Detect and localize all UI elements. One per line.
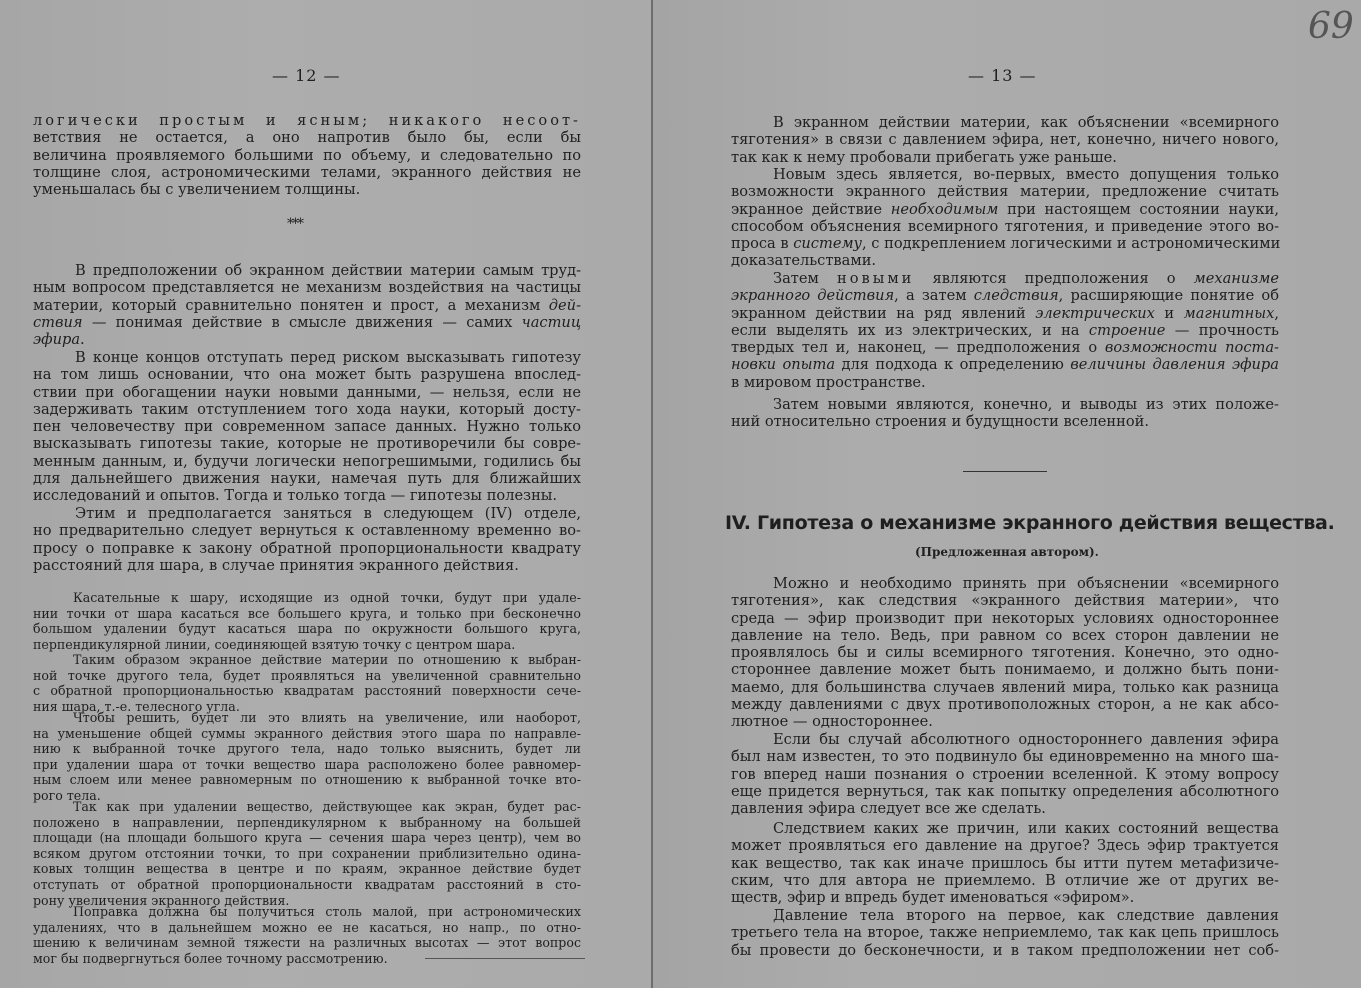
text-line: Давление тела второго на первое, как следствие давления [773, 907, 1279, 924]
text-run: , [1274, 304, 1279, 322]
text-line: положено в направлении, перпендикулярном к выбранному на большей [33, 814, 581, 830]
left-page [0, 0, 651, 988]
text-line: еще придется вернуться, так как попытку определения абсолютного [731, 782, 1279, 800]
text-line: Касательные к шару, исходящие из одной точки, будут при удале- [73, 590, 581, 605]
text-line: ковых толщин вещества в центре и по краям, экранное действие будет [33, 861, 581, 877]
handwritten-folio-number: 69 [1308, 6, 1354, 47]
italic-run: экранного действия [731, 287, 895, 305]
text-line [33, 297, 581, 314]
text-line [731, 235, 1279, 252]
text-line: ским, что для автора не приемлемо. В отличие же от других ве- [731, 871, 1279, 889]
text-line: на уменьшение общей суммы экранного действия этого шара по направле- [33, 725, 581, 741]
text-line: шению к величинам земной тяжести на различных высотах — этот вопрос [33, 935, 581, 951]
text-line: Чтобы решить, будет ли это влиять на увеличение, или наоборот, [73, 710, 581, 725]
text-line: стороннее давление может быть понимаемо, и должно быть пони- [731, 661, 1279, 679]
section-separator: *** [287, 216, 302, 232]
text-run: являются предположения о [914, 270, 1194, 287]
section-rule [963, 471, 1047, 472]
text-line: в мировом пространстве. [731, 373, 926, 391]
italic-run: необходимым [890, 200, 999, 218]
text-line: Новым здесь является, во-первых, вместо допущения только [773, 166, 1279, 183]
text-line: возможности экранного действия материи, предложение считать [731, 183, 1279, 201]
text-run: проса в [731, 235, 794, 253]
text-line: В предположении об экранном действии материи самым труд- [75, 262, 581, 279]
italic-run: эфира [33, 331, 81, 349]
text-run: . [80, 331, 85, 349]
text-run: , с подкреплением логическими и астрономическими [862, 235, 1281, 253]
text-line: просу о поправке к закону обратной пропорциональности квадрату [33, 539, 581, 557]
text-line: величина проявляемого большими по объему, и следовательно по [33, 146, 581, 164]
text-line: при удалении шара от точки вещество шара расположено более равномер- [33, 756, 581, 772]
text-line: менным данным, и, будучи логически непогрешимыми, годились бы [33, 452, 581, 470]
text-line: нии точки от шара касаться все большего круга, и только при бесконечно [33, 605, 581, 621]
text-line: так как к нему пробовали прибегать уже раньше. [731, 148, 1117, 166]
text-line: бы провести до бесконечности, и в таком предположении нет соб- [731, 941, 1279, 959]
text-run: материи, который сравнительно понятен и прост, а механизм [33, 296, 549, 314]
text-line: уменьшалась бы с увеличением толщины. [33, 181, 361, 199]
footnote [33, 590, 581, 652]
spaced-run: новыми [836, 270, 915, 287]
text-line: большом удалении будут касаться шара по окружности большого круга, [33, 621, 581, 637]
text-run: для подхода к определению [835, 356, 1071, 374]
text-line [731, 339, 1279, 356]
text-line: логически простым и ясным; никакого несоот- [33, 112, 581, 129]
text-line: тяготения», как следствия «экранного действия материи», что [731, 592, 1279, 610]
paragraph [731, 114, 1279, 166]
text-line: Так как при удалении вещество, действующее как экран, будет рас- [73, 799, 581, 814]
text-line: В экранном действии материи, как объяснении «всемирного [773, 114, 1279, 131]
text-line: нию к выбранной точке другого тела, надо только выяснить, будет ли [33, 741, 581, 757]
text-line: но предварительно следует вернуться к оставленному временно во- [33, 522, 581, 540]
italic-run: строение [1088, 321, 1166, 339]
text-line: Таким образом экранное действие материи по отношению к выбран- [73, 652, 581, 667]
text-line: Если бы случай абсолютного одностороннего давления эфира [773, 731, 1279, 748]
text-line: высказывать гипотезы такие, которые не противоречили бы совре- [33, 435, 581, 453]
text-line: удалениях, что в дальнейшем можно ее не касаться, но напр., по отно- [33, 919, 581, 935]
text-line: Поправка должна бы получиться столь малой, при астрономических [73, 904, 581, 919]
paragraph [731, 575, 1279, 731]
text-line: мог бы подвергнуться более точному рассмотрению. [33, 950, 388, 966]
text-line: ной точке другого тела, будет проявляться на увеличенной сравнительно [33, 667, 581, 683]
text-line: между давлениями с двух противоположных сторон, а не как абсо- [731, 696, 1279, 714]
italic-run: магнитных [1183, 304, 1275, 322]
paragraph-continued [33, 112, 581, 198]
section-subheading: (Предложенная автором). [915, 545, 1099, 559]
text-line: ществ, эфир и впредь будет именоваться «эфиром». [731, 889, 1135, 907]
text-line: задерживать таким отступлением того хода науки, который досту- [33, 400, 581, 418]
text-line: ния шара, т.-е. телесного угла. [33, 698, 240, 714]
text-run: твердых тел и, наконец, — предположения о [731, 339, 1105, 357]
text-line: ствии при обогащении науки новыми данными, — нельзя, если не [33, 383, 581, 401]
text-line: как вещество, так как иначе пришлось бы итти путем метафизиче- [731, 854, 1279, 872]
paragraph [731, 396, 1279, 431]
text-line: пен человечеству при современном запасе данных. Нужно только [33, 418, 581, 436]
text-line: перпендикулярной линии, соединяющей взятую точку с центром шара. [33, 636, 516, 652]
footnote [33, 652, 581, 714]
text-run: если выделять их из электрических, и на [731, 321, 1089, 339]
italic-run: следствия [973, 287, 1059, 305]
text-line [731, 356, 1279, 373]
paragraph [731, 907, 1279, 959]
text-line: среда — эфир производит при некоторых условиях одностороннее [731, 609, 1279, 627]
italic-run: ствия [33, 313, 83, 331]
text-line: Следствием каких же причин, или каких состояний вещества [773, 820, 1279, 837]
text-line: для дальнейшего движения науки, намечая путь для ближайших [33, 470, 581, 488]
italic-run: систему [793, 235, 863, 253]
text-line: ний относительно строения и будущности вселенной. [731, 413, 1150, 431]
text-line: Можно и необходимо принять при объяснении «всемирного [773, 575, 1279, 592]
text-line: расстояний для шара, в случае принятия экранного действия. [33, 556, 519, 574]
paragraph [33, 505, 581, 574]
text-line [33, 331, 581, 348]
text-line: доказательствами. [731, 252, 877, 270]
italic-run: дей- [548, 296, 581, 314]
text-line: ветствия не остается, а оно напротив было бы, если бы [33, 129, 581, 147]
italic-run: возможности поста- [1104, 339, 1279, 357]
text-line: В конце концов отступать перед риском высказывать гипотезу [75, 349, 581, 366]
text-line [731, 270, 1279, 287]
text-line [731, 287, 1279, 304]
italic-run: величины давления эфира [1070, 356, 1279, 374]
italic-run: новки опыта [731, 356, 836, 374]
text-line: Затем новыми являются, конечно, и выводы из этих положе- [773, 396, 1279, 413]
italic-run: частиц [521, 313, 581, 331]
text-run: — прочность [1165, 321, 1279, 339]
paragraph [731, 820, 1279, 906]
text-line: всяком другом отстоянии точки, то при сохранении приблизительно одина- [33, 845, 581, 861]
text-line: толщине слоя, астрономическими телами, экранного действия не [33, 163, 581, 181]
text-line: лютное — одностороннее. [731, 713, 933, 731]
footnote [33, 710, 581, 804]
text-line: гов вперед наши познания о строении вселенной. К этому вопросу [731, 765, 1279, 783]
text-line: маемо, для большинства случаев явлений мира, только как разница [731, 678, 1279, 696]
text-line: давление на тело. Ведь, при равном со всех сторон давлении не [731, 626, 1279, 644]
text-line: ным слоем или менее равномерным по отношению к выбранной точке вто- [33, 772, 581, 788]
paragraph [33, 349, 581, 505]
paragraph [731, 731, 1279, 817]
italic-run: механизме [1193, 270, 1280, 287]
text-line [33, 314, 581, 331]
text-line: площади (на площади большого круга — сечения шара через центр), чем во [33, 830, 581, 846]
text-line [731, 305, 1279, 322]
text-line: ным вопросом представляется не механизм воздействия на частицы [33, 279, 581, 297]
text-run: экранном действии на ряд явлений [731, 304, 1036, 322]
text-line: исследований и опытов. Тогда и только тогда — гипотезы полезны. [33, 487, 558, 505]
text-line: был нам известен, то это подвинуло бы единовременно на много ша- [731, 748, 1279, 766]
text-run: — понимая действие в смысле движения — самих [82, 313, 522, 331]
section-heading: IV. Гипотеза о механизме экранного действия вещества. [725, 512, 1335, 534]
paragraph [731, 166, 1279, 270]
right-page [653, 0, 1361, 988]
text-line: проявлялось бы и силы всемирного тяготения. Конечно, это одно- [731, 644, 1279, 662]
text-run: и [1154, 304, 1184, 322]
footnote [33, 799, 581, 908]
text-line: давления эфира следует все же сделать. [731, 800, 1046, 818]
paragraph [731, 270, 1279, 391]
text-line: рого тела. [33, 787, 101, 803]
text-run: Затем [773, 270, 837, 287]
text-line: отступать от обратной пропорциональности квадратам расстояний в сто- [33, 876, 581, 892]
text-line [731, 201, 1279, 218]
text-line: третьего тела на второе, также неприемлемо, так как цепь пришлось [731, 924, 1279, 942]
text-run: , расширяющие понятие об [1058, 287, 1279, 305]
page-number: — 12 — [272, 66, 341, 85]
text-line: способом объяснения всемирного тяготения, и приведение этого во- [731, 217, 1279, 235]
text-line: может проявляться его давление на другое? Здесь эфир трактуется [731, 837, 1279, 855]
text-line: на том лишь основании, что она может быть разрушена впослед- [33, 366, 581, 384]
text-line [731, 322, 1279, 339]
text-run: экранное действие [731, 200, 891, 218]
text-run: , а затем [894, 287, 974, 305]
italic-run: электрических [1035, 304, 1155, 322]
text-line: рону увеличения экранного действия. [33, 892, 290, 908]
page-number: — 13 — [968, 66, 1037, 85]
text-line: тяготения» в связи с давлением эфира, нет, конечно, ничего нового, [731, 131, 1279, 149]
paragraph [33, 262, 581, 348]
end-rule [425, 958, 585, 959]
text-run: при настоящем состоянии науки, [998, 200, 1279, 218]
text-line: с обратной пропорциональностью квадратам расстояний поверхности сече- [33, 683, 581, 699]
text-line: Этим и предполагается заняться в следующем (IV) отделе, [75, 505, 581, 522]
